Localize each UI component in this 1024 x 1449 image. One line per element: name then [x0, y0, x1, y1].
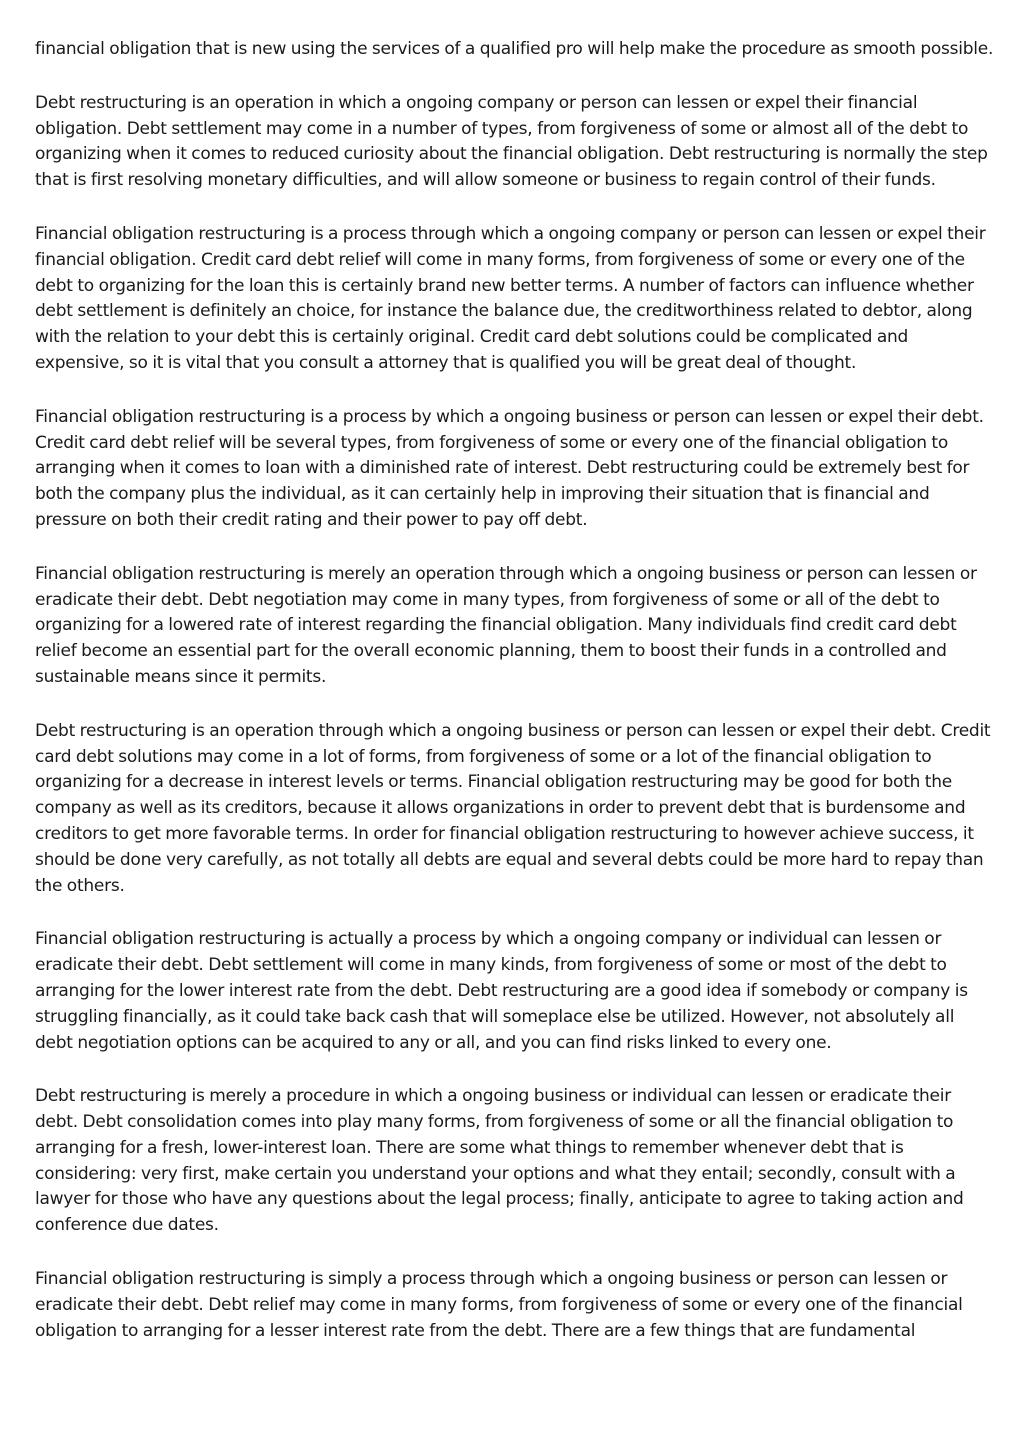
paragraph-4: Financial obligation restructuring is a process by which a ongoing business or person can lessen or expel their debt. Credit card debt relief will be several types, from forgiveness of some or every one of the financial obligation to arranging when it comes to loan with a diminished rate of interest. Debt restructuring could be extremely best for both the company plus the individual, as it can certainly help in improving their situation that is financial and pressure on both their credit rating and their power to pay off debt. — [35, 406, 984, 530]
paragraph-7: Financial obligation restructuring is actually a process by which a ongoing company or individual can lessen or eradicate their debt. Debt settlement will come in many kinds, from forgiveness of some or most of the debt to arranging for the lower interest rate from the debt. Debt restructuring are a good idea if somebody or company is struggling financially, as it could take back cash that will someplace else be utilized. However, not absolutely all debt negotiation options can be acquired to any or all, and you can find risks linked to every one. — [35, 929, 968, 1053]
paragraph-1: financial obligation that is new using the services of a qualified pro will help make the procedure as smooth possible. — [35, 39, 994, 59]
paragraph-8: Debt restructuring is merely a procedure in which a ongoing business or individual can lessen or eradicate their debt. Debt consolidation comes into play many forms, from forgiveness of some or all the financial obligation to arranging for a fresh, lower-interest loan. There are some what things to remember whenever debt that is considering: very first, make certain you understand your options and what they entail; secondly, consult with a lawyer for those who have any questions about the legal process; finally, anticipate to agree to taking action and conference due dates. — [35, 1086, 964, 1236]
paragraph-9: Financial obligation restructuring is simply a process through which a ongoing business or person can lessen or eradicate their debt. Debt relief may come in many forms, from forgiveness of some or every one of the financial obligation to arranging for a lesser interest rate from the debt. There are a few things that are fundamental — [35, 1269, 963, 1341]
paragraph-2: Debt restructuring is an operation in which a ongoing company or person can lessen or expel their financial obligation. Debt settlement may come in a number of types, from forgiveness of some or almost all of the debt to organizing when it comes to reduced curiosity about the financial obligation. Debt restructuring is normally the step that is first resolving monetary difficulties, and will allow someone or business to regain control of their funds. — [35, 92, 988, 191]
paragraph-5: Financial obligation restructuring is merely an operation through which a ongoing business or person can lessen or eradicate their debt. Debt negotiation may come in many types, from forgiveness of some or all of the debt to organizing for a lowered rate of interest regarding the financial obligation. Many individuals find credit card debt relief become an essential part for the overall economic planning, them to boost their funds in a controlled and sustainable means since it permits. — [35, 563, 977, 687]
paragraph-6: Debt restructuring is an operation through which a ongoing business or person can lessen or expel their debt. Credit card debt solutions may come in a lot of forms, from forgiveness of some or a lot of the financial obligation to organizing for a decrease in interest levels or terms. Financial obligation restructuring may be good for both the company as well as its creditors, because it allows organizations in order to prevent debt that is burdensome and creditors to get more favorable terms. In order for financial obligation restructuring to however achieve success, it should be done very carefully, as not totally all debts are equal and several debts could be more hard to repay than the others. — [35, 720, 991, 896]
document-body — [35, 37, 995, 1372]
paragraph-3: Financial obligation restructuring is a process through which a ongoing company or person can lessen or expel their financial obligation. Credit card debt relief will come in many forms, from forgiveness of some or every one of the debt to organizing for the loan this is certainly brand new better terms. A number of factors can influence whether debt settlement is definitely an choice, for instance the balance due, the creditworthiness related to debtor, along with the relation to your debt this is certainly original. Credit card debt solutions could be complicated and expensive, so it is vital that you consult a attorney that is qualified you will be great deal of thought. — [35, 223, 986, 373]
